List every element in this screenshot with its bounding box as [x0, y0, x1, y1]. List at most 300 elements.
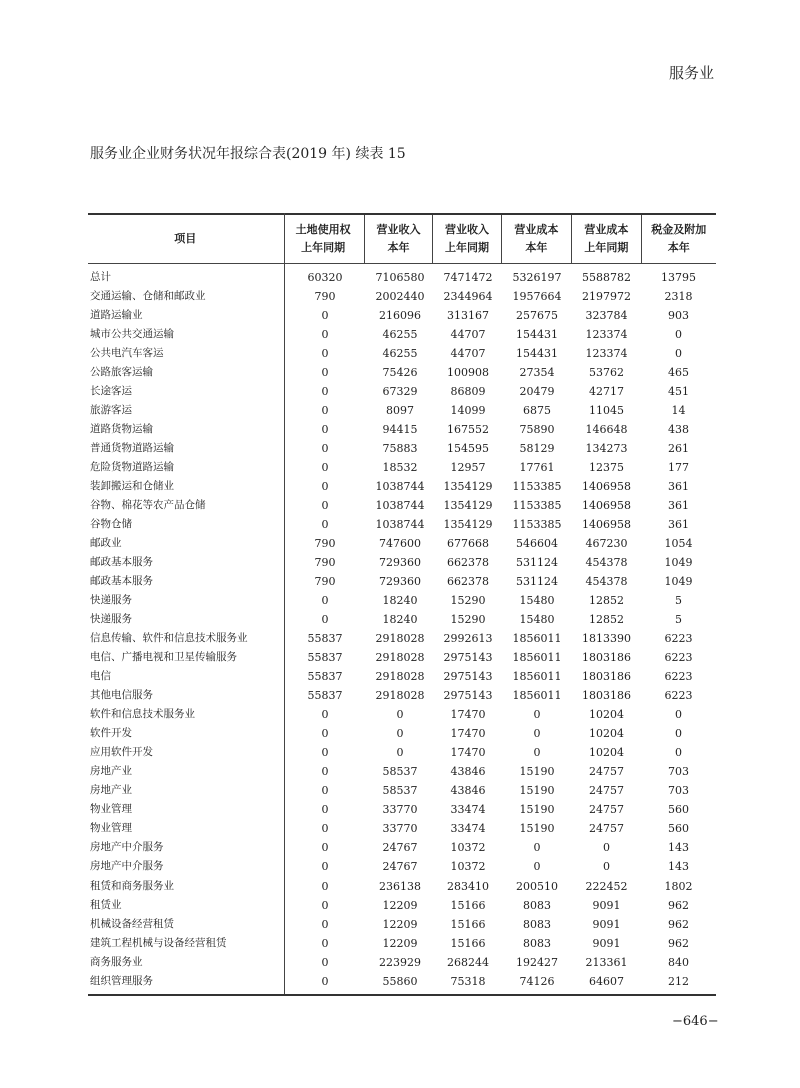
row-label: 租赁和商务服务业: [90, 879, 174, 892]
table-cell: 216096: [379, 309, 421, 323]
table-row: [88, 800, 716, 819]
table-row: [88, 572, 716, 591]
row-label: 城市公共交通运输: [90, 328, 174, 341]
table-cell: 962: [668, 917, 689, 931]
table-cell: 1354129: [443, 518, 493, 532]
table-cell: 1803186: [582, 689, 631, 703]
table-cell: 1054: [664, 537, 693, 551]
table-cell: 662378: [447, 556, 489, 570]
table-cell: 0: [321, 746, 329, 760]
table-cell: 15480: [519, 613, 555, 627]
table-cell: 6875: [523, 404, 551, 418]
table-cell: 1803186: [582, 670, 631, 684]
table-cell: 0: [321, 727, 329, 741]
table-cell: 67329: [382, 385, 418, 399]
table-cell: 10204: [589, 746, 624, 760]
table-cell: 17761: [519, 461, 555, 475]
table-cell: 2975143: [443, 670, 493, 684]
table-cell: 0: [533, 746, 541, 760]
table-row: [88, 439, 716, 458]
table-row: [88, 896, 716, 915]
table-row: [88, 915, 716, 934]
row-label: 总计: [90, 271, 111, 283]
table-cell: 0: [396, 727, 404, 741]
table-cell: 24767: [382, 860, 418, 874]
table-cell: 12209: [382, 917, 418, 931]
row-label: 道路运输业: [90, 309, 143, 322]
table-cell: 33770: [382, 803, 418, 817]
table-cell: 200510: [516, 879, 558, 893]
table-cell: 0: [321, 594, 329, 608]
table-cell: 44707: [450, 347, 486, 361]
table-cell: 531124: [516, 575, 558, 589]
table-cell: 0: [321, 784, 329, 798]
table-cell: 10204: [589, 727, 624, 741]
table-cell: 1153385: [512, 518, 562, 532]
table-cell: 6223: [664, 670, 693, 684]
row-label: 公共电汽车客运: [90, 347, 164, 360]
table-cell: 0: [321, 936, 329, 950]
table-cell: 1406958: [582, 518, 631, 532]
table-cell: 192427: [516, 955, 558, 969]
table-cell: 7106580: [375, 271, 425, 284]
table-row: [88, 762, 716, 781]
table-cell: 0: [321, 328, 329, 342]
table-cell: 7471472: [443, 271, 493, 284]
table-row: [88, 953, 716, 972]
table-cell: 14099: [450, 404, 486, 418]
table-row: [88, 268, 716, 287]
row-label: 谷物、棉花等农产品仓储: [90, 499, 206, 512]
table-cell: 1153385: [512, 480, 562, 494]
table-cell: 2918028: [375, 651, 425, 665]
table-cell: 261: [668, 442, 689, 456]
table-cell: 268244: [447, 955, 489, 969]
table-cell: 0: [321, 385, 329, 399]
row-label: 道路货物运输: [90, 423, 153, 436]
table-cell: 1354129: [443, 499, 493, 513]
column-header: 营业成本 上年同期: [571, 215, 640, 263]
table-cell: 8083: [523, 917, 551, 931]
row-label: 商务服务业: [90, 955, 143, 968]
table-cell: 0: [321, 423, 329, 437]
table-row: [88, 857, 716, 876]
table-cell: 677668: [447, 537, 489, 551]
row-label: 电信: [90, 670, 111, 683]
table-cell: 9091: [592, 936, 621, 950]
column-header: 营业收入 本年: [364, 215, 432, 263]
row-label: 邮政业: [90, 537, 122, 550]
row-label: 谷物仓储: [90, 518, 132, 531]
table-cell: 531124: [516, 556, 558, 570]
row-label: 物业管理: [90, 822, 132, 835]
table-cell: 1038744: [375, 499, 425, 513]
row-label: 邮政基本服务: [90, 575, 153, 588]
row-label: 机械设备经营租赁: [90, 917, 174, 930]
table-cell: 43846: [450, 765, 486, 779]
table-cell: 361: [668, 518, 689, 532]
table-cell: 962: [668, 936, 689, 950]
table-cell: 0: [603, 841, 610, 855]
table-cell: 9091: [592, 917, 621, 931]
table-cell: 222452: [585, 879, 628, 893]
table-cell: 167552: [447, 423, 489, 437]
table-cell: 58129: [519, 442, 555, 456]
table-row: [88, 972, 716, 991]
table-cell: 46255: [382, 347, 418, 361]
row-label: 交通运输、仓储和邮政业: [90, 290, 206, 303]
row-label: 旅游客运: [90, 404, 132, 417]
table-cell: 18240: [382, 594, 418, 608]
table-cell: 8097: [386, 404, 414, 418]
table-cell: 703: [668, 765, 689, 779]
table-row: [88, 287, 716, 306]
table-cell: 12375: [589, 461, 624, 475]
table-cell: 1856011: [512, 689, 562, 703]
table-cell: 55837: [307, 632, 343, 646]
table-cell: 903: [668, 309, 689, 323]
table-cell: 0: [321, 822, 329, 836]
table-cell: 0: [321, 803, 329, 817]
table-cell: 13795: [661, 271, 696, 284]
table-cell: 9091: [592, 898, 621, 912]
table-cell: 451: [668, 385, 689, 399]
table-cell: 703: [668, 784, 689, 798]
table-cell: 0: [321, 480, 329, 494]
table-cell: 790: [314, 556, 336, 570]
table-cell: 10372: [450, 841, 486, 855]
table-cell: 0: [321, 955, 329, 969]
table-row: [88, 325, 716, 344]
table-cell: 465: [668, 366, 689, 380]
table-cell: 840: [668, 955, 689, 969]
table-cell: 0: [533, 860, 541, 874]
table-cell: 17470: [450, 727, 486, 741]
table-cell: 154431: [516, 347, 558, 361]
row-label: 房地产业: [90, 784, 132, 797]
table-cell: 18532: [382, 461, 418, 475]
table-row: [88, 934, 716, 953]
table-cell: 2344964: [443, 290, 493, 304]
table-cell: 0: [675, 347, 682, 361]
table-cell: 454378: [585, 556, 628, 570]
table-cell: 8083: [523, 898, 551, 912]
table-cell: 33770: [382, 822, 418, 836]
table-cell: 64607: [589, 974, 624, 988]
table-cell: 0: [321, 860, 329, 874]
row-label: 快递服务: [90, 594, 132, 607]
table-cell: 236138: [379, 879, 421, 893]
table-row: [88, 877, 716, 896]
column-header: 土地使用权 上年同期: [295, 223, 351, 254]
table-cell: 75883: [382, 442, 418, 456]
table-cell: 143: [668, 860, 689, 874]
table-cell: 560: [668, 803, 689, 817]
table-cell: 213361: [585, 955, 628, 969]
row-label: 软件和信息技术服务业: [90, 708, 195, 721]
table-cell: 1406958: [582, 499, 631, 513]
table-cell: 5: [675, 594, 682, 608]
table-cell: 2002440: [375, 290, 425, 304]
row-label: 邮政基本服务: [90, 556, 153, 569]
row-label: 危险货物道路运输: [90, 461, 174, 474]
table-cell: 12957: [450, 461, 486, 475]
table-cell: 17470: [450, 746, 486, 760]
column-header: 项目: [174, 232, 197, 245]
table-cell: 24767: [382, 841, 418, 855]
table-row: [88, 686, 716, 705]
table-cell: 790: [314, 537, 336, 551]
table-row: [88, 667, 716, 686]
table-header: [88, 215, 716, 264]
table-row: [88, 743, 716, 762]
table-cell: 15166: [450, 898, 486, 912]
row-label: 长途客运: [90, 385, 132, 398]
table-cell: 1803186: [582, 651, 631, 665]
table-cell: 1049: [664, 556, 693, 570]
table-cell: 18240: [382, 613, 418, 627]
table-cell: 75426: [382, 366, 418, 380]
table-cell: 24757: [589, 822, 624, 836]
table-cell: 0: [321, 879, 329, 893]
table-row: [88, 344, 716, 363]
table-cell: 15290: [450, 613, 486, 627]
table-cell: 729360: [379, 556, 421, 570]
table-cell: 0: [675, 727, 682, 741]
table-cell: 0: [396, 708, 404, 722]
table-cell: 154595: [447, 442, 489, 456]
row-label: 公路旅客运输: [90, 366, 153, 379]
table-cell: 1038744: [375, 518, 425, 532]
row-label: 建筑工程机械与设备经营租赁: [90, 936, 227, 949]
table-row: [88, 819, 716, 838]
row-label: 装卸搬运和仓储业: [90, 480, 174, 493]
table-row: [88, 382, 716, 401]
table-cell: 123374: [585, 347, 628, 361]
table-cell: 15480: [519, 594, 555, 608]
table-row: [88, 724, 716, 743]
table-cell: 1802: [664, 879, 693, 893]
table-cell: 24757: [589, 784, 624, 798]
table-cell: 5588782: [582, 271, 631, 284]
table-row: [88, 705, 716, 724]
table-cell: 2992613: [443, 632, 493, 646]
table-row: [88, 629, 716, 648]
table-cell: 546604: [516, 537, 558, 551]
table-cell: 15190: [519, 803, 555, 817]
table-cell: 43846: [450, 784, 486, 798]
table-body: [88, 264, 716, 991]
table-cell: 5: [675, 613, 682, 627]
table-cell: 15190: [519, 822, 555, 836]
table-cell: 5326197: [512, 271, 562, 284]
table-cell: 0: [321, 917, 329, 931]
table-cell: 10204: [589, 708, 624, 722]
table-cell: 6223: [664, 689, 693, 703]
table-row: [88, 838, 716, 857]
table-cell: 212: [668, 974, 689, 988]
table-cell: 33474: [450, 822, 486, 836]
table-cell: 0: [321, 309, 329, 323]
table-cell: 143: [668, 841, 689, 855]
table-cell: 0: [675, 328, 682, 342]
table-cell: 2197972: [582, 290, 631, 304]
table-cell: 15166: [450, 936, 486, 950]
table-cell: 0: [321, 366, 329, 380]
table-cell: 2975143: [443, 651, 493, 665]
table-cell: 15290: [450, 594, 486, 608]
row-label: 其他电信服务: [90, 689, 153, 702]
table-cell: 747600: [379, 537, 421, 551]
table-cell: 0: [321, 461, 329, 475]
table-cell: 33474: [450, 803, 486, 817]
table-cell: 0: [321, 841, 329, 855]
table-cell: 361: [668, 499, 689, 513]
table-cell: 15190: [519, 765, 555, 779]
table-cell: 662378: [447, 575, 489, 589]
table-cell: 0: [321, 499, 329, 513]
table-cell: 438: [668, 423, 689, 437]
table-cell: 790: [314, 290, 336, 304]
table-row: [88, 420, 716, 439]
table-cell: 223929: [379, 955, 421, 969]
table-cell: 0: [321, 442, 329, 456]
table-cell: 962: [668, 898, 689, 912]
row-label: 物业管理: [90, 803, 132, 816]
table-cell: 454378: [585, 575, 628, 589]
table-cell: 257675: [516, 309, 558, 323]
table-cell: 20479: [519, 385, 555, 399]
table-cell: 177: [668, 461, 689, 475]
table-cell: 15190: [519, 784, 555, 798]
table-cell: 12852: [589, 613, 624, 627]
table-cell: 467230: [585, 537, 628, 551]
table-cell: 1153385: [512, 499, 562, 513]
data-table: [88, 213, 716, 991]
row-label: 应用软件开发: [90, 746, 153, 759]
table-row: [88, 496, 716, 515]
table-row: [88, 553, 716, 572]
table-cell: 24757: [589, 803, 624, 817]
table-cell: 94415: [382, 423, 418, 437]
running-head: 服务业: [668, 64, 714, 82]
table-cell: 0: [321, 404, 329, 418]
table-cell: 0: [396, 746, 404, 760]
table-cell: 12209: [382, 898, 418, 912]
row-label: 房地产中介服务: [90, 860, 164, 873]
column-header: 营业收入 上年同期: [432, 215, 500, 263]
table-cell: 46255: [382, 328, 418, 342]
table-title: 服务业企业财务状况年报综合表(2019 年) 续表 15: [90, 146, 406, 162]
table-cell: 134273: [585, 442, 628, 456]
table-cell: 0: [321, 898, 329, 912]
table-cell: 1049: [664, 575, 693, 589]
column-header: 税金及附加 本年: [641, 215, 716, 263]
table-row: [88, 648, 716, 667]
table-cell: 1856011: [512, 670, 562, 684]
table-cell: 60320: [307, 271, 343, 284]
table-cell: 0: [533, 708, 541, 722]
row-label: 信息传输、软件和信息技术服务业: [90, 632, 248, 645]
table-cell: 24757: [589, 765, 624, 779]
column-divider: [284, 213, 285, 995]
table-cell: 361: [668, 480, 689, 494]
table-cell: 1354129: [443, 480, 493, 494]
table-cell: 1856011: [512, 632, 562, 646]
table-cell: 14: [671, 404, 686, 418]
page-number: −646−: [672, 1014, 719, 1029]
table-cell: 0: [321, 765, 329, 779]
table-cell: 44707: [450, 328, 486, 342]
table-cell: 42717: [589, 385, 624, 399]
table-cell: 1957664: [512, 290, 562, 304]
table-cell: 74126: [519, 974, 555, 988]
row-label: 组织管理服务: [90, 974, 153, 987]
table-cell: 58537: [382, 784, 418, 798]
table-cell: 0: [675, 746, 682, 760]
table-cell: 2975143: [443, 689, 493, 703]
table-bottom-rule: [88, 994, 716, 996]
table-cell: 55860: [382, 974, 418, 988]
table-cell: 0: [321, 613, 329, 627]
table-cell: 15166: [450, 917, 486, 931]
table-row: [88, 458, 716, 477]
row-label: 租赁业: [90, 898, 122, 911]
row-label: 软件开发: [90, 727, 132, 740]
table-cell: 0: [533, 727, 541, 741]
table-cell: 6223: [664, 632, 693, 646]
table-cell: 1856011: [512, 651, 562, 665]
table-cell: 53762: [589, 366, 624, 380]
table-cell: 0: [603, 860, 610, 874]
table-cell: 10372: [450, 860, 486, 874]
table-cell: 2918028: [375, 670, 425, 684]
table-cell: 0: [675, 708, 682, 722]
table-cell: 55837: [307, 670, 343, 684]
table-cell: 2318: [664, 290, 693, 304]
table-cell: 12852: [589, 594, 624, 608]
table-cell: 0: [533, 841, 541, 855]
table-cell: 27354: [519, 366, 555, 380]
table-cell: 154431: [516, 328, 558, 342]
table-cell: 58537: [382, 765, 418, 779]
table-cell: 55837: [307, 689, 343, 703]
table-cell: 0: [321, 974, 329, 988]
table-cell: 0: [321, 518, 329, 532]
row-label: 电信、广播电视和卫星传输服务: [90, 651, 237, 664]
table-cell: 75890: [519, 423, 555, 437]
table-row: [88, 401, 716, 420]
row-label: 快递服务: [90, 613, 132, 626]
table-cell: 100908: [447, 366, 489, 380]
table-cell: 1406958: [582, 480, 631, 494]
table-cell: 790: [314, 575, 336, 589]
table-row: [88, 306, 716, 325]
table-row: [88, 591, 716, 610]
table-cell: 6223: [664, 651, 693, 665]
table-row: [88, 477, 716, 496]
table-cell: 323784: [585, 309, 628, 323]
table-cell: 123374: [585, 328, 628, 342]
table-cell: 146648: [585, 423, 628, 437]
table-row: [88, 534, 716, 553]
table-cell: 11045: [589, 404, 624, 418]
row-label: 房地产中介服务: [90, 841, 164, 854]
table-cell: 1038744: [375, 480, 425, 494]
table-cell: 55837: [307, 651, 343, 665]
table-cell: 86809: [450, 385, 486, 399]
table-cell: 12209: [382, 936, 418, 950]
